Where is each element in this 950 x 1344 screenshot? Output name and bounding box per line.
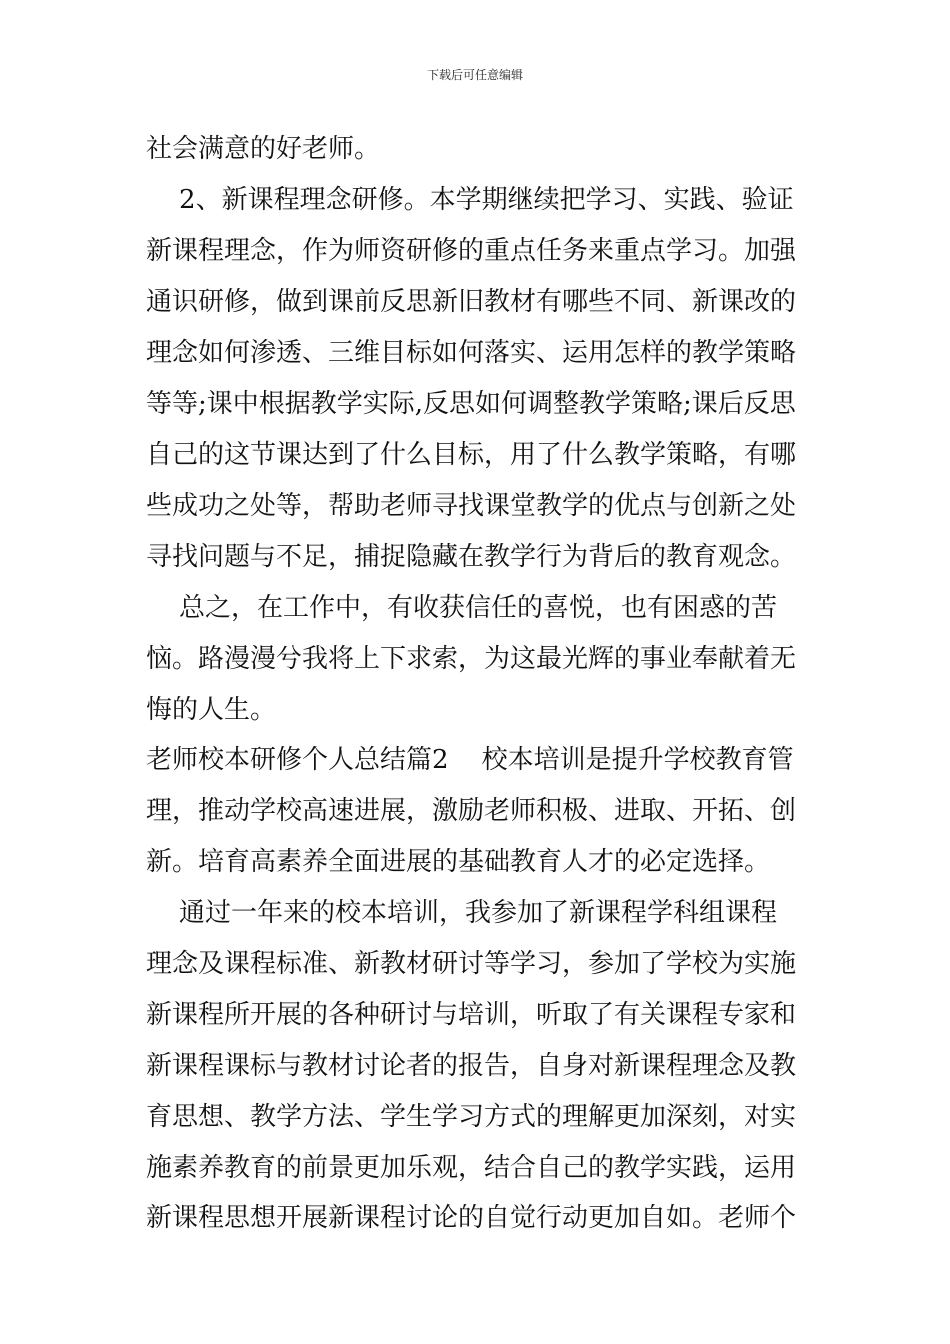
body-line: 新课程课标与教材讨论者的报告，自身对新课程理念及教 [146, 1051, 797, 1081]
body-line: 新课程理念，作为师资研修的重点任务来重点学习。加强 [146, 236, 797, 266]
body-line: 些成功之处等，帮助老师寻找课堂教学的优点与创新之处 [146, 491, 797, 521]
body-line: 育思想、教学方法、学生学习方式的理解更加深刻，对实 [146, 1102, 797, 1132]
body-line: 新课程所开展的各种研讨与培训，听取了有关课程专家和 [146, 1000, 797, 1030]
body-line: 等等;课中根据教学实际,反思如何调整教学策略;课后反思 [146, 389, 796, 419]
body-line: 新。培育高素养全面进展的基础教育人才的必定选择。 [146, 847, 771, 877]
body-line: 悔的人生。 [146, 695, 277, 725]
body-line: 通识研修，做到课前反思新旧教材有哪些不同、新课改的 [146, 287, 797, 317]
body-line: 理念如何渗透、三维目标如何落实、运用怎样的教学策略 [146, 338, 797, 368]
body-line: 总之，在工作中，有收获信任的喜悦，也有困惑的苦 [146, 593, 778, 623]
body-line: 通过一年来的校本培训，我参加了新课程学科组课程 [146, 898, 778, 928]
body-line: 理念及课程标准、新教材研讨等学习，参加了学校为实施 [146, 949, 797, 979]
body-line: 施素养教育的前景更加乐观，结合自己的教学实践，运用 [146, 1153, 797, 1183]
body-line: 寻找问题与不足，捕捉隐藏在教学行为背后的教育观念。 [146, 542, 797, 572]
body-line: 社会满意的好老师。 [146, 134, 381, 164]
body-line: 自己的这节课达到了什么目标，用了什么教学策略，有哪 [146, 440, 797, 470]
body-line: 新课程思想开展新课程讨论的自觉行动更加自如。老师个 [146, 1203, 797, 1233]
header-note: 下载后可任意编辑 [426, 68, 523, 82]
body-line: 恼。路漫漫兮我将上下求索，为这最光辉的事业奉献着无 [146, 644, 797, 674]
body-line: 2、新课程理念研修。本学期继续把学习、实践、验证 [146, 185, 794, 215]
section-heading-line: 老师校本研修个人总结篇2 校本培训是提升学校教育管 [146, 745, 794, 775]
body-line: 理，推动学校高速进展，激励老师积极、进取、开拓、创 [146, 796, 797, 826]
